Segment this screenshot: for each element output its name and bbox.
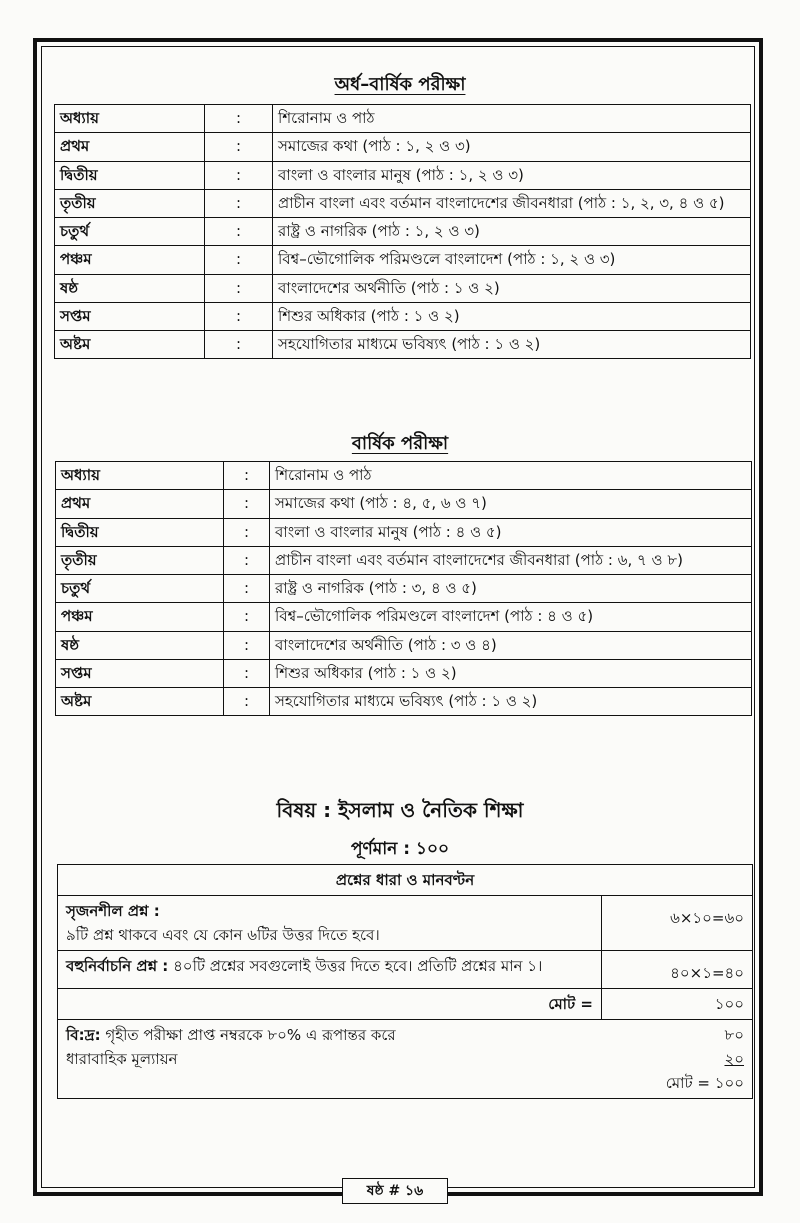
marks-table-header: প্রশ্নের ধারা ও মানবণ্টন (58, 865, 753, 896)
table-row (56, 603, 752, 631)
title-cell: সহযোগিতার মাধ্যমে ভবিষ্যৎ (পাঠ : ১ ও ২) (273, 331, 751, 359)
separator-cell: : (205, 105, 273, 133)
separator-cell: : (205, 189, 273, 217)
title-cell: শিরোনাম ও পাঠ (273, 105, 751, 133)
separator-cell: : (224, 659, 270, 687)
table-row (56, 575, 752, 603)
note-title: বি:দ্র: (66, 1026, 101, 1044)
chapter-cell: সপ্তম (56, 659, 224, 687)
separator-cell: : (205, 246, 273, 274)
table-header-row (56, 462, 752, 490)
note-value-2: ২০ (724, 1050, 744, 1068)
title-cell: বাংলা ও বাংলার মানুষ (পাঠ : ১, ২ ও ৩) (273, 161, 751, 189)
title-cell: বিশ্ব–ভৌগোলিক পরিমণ্ডলে বাংলাদেশ (পাঠ : ৪ ও ৫) (270, 603, 752, 631)
table-row (55, 133, 751, 161)
separator-cell: : (205, 218, 273, 246)
separator-cell: : (224, 490, 270, 518)
chapter-cell: ষষ্ঠ (55, 274, 205, 302)
separator-cell: : (205, 161, 273, 189)
total-row (58, 989, 753, 1020)
title-cell: বাংলা ও বাংলার মানুষ (পাঠ : ৪ ও ৫) (270, 518, 752, 546)
total-value: ১০০ (602, 989, 753, 1020)
mcq-title: বহুনির্বাচনি প্রশ্ন : (66, 957, 169, 975)
chapter-cell: চতুর্থ (55, 218, 205, 246)
separator-cell: : (205, 133, 273, 161)
separator-cell: : (224, 603, 270, 631)
chapter-cell: পঞ্চম (56, 603, 224, 631)
title-cell: রাষ্ট্র ও নাগরিক (পাঠ : ৩, ৪ ও ৫) (270, 575, 752, 603)
title-cell: বিশ্ব–ভৌগোলিক পরিমণ্ডলে বাংলাদেশ (পাঠ : ১, ২ ও ৩) (273, 246, 751, 274)
table-row (55, 331, 751, 359)
title-cell: সহযোগিতার মাধ্যমে ভবিষ্যৎ (পাঠ : ১ ও ২) (270, 688, 752, 716)
separator-cell: : (224, 688, 270, 716)
title-cell: প্রাচীন বাংলা এবং বর্তমান বাংলাদেশের জীবনধারা (পাঠ : ৬, ৭ ও ৮) (270, 546, 752, 574)
mcq-row (58, 951, 753, 989)
separator-cell: : (224, 518, 270, 546)
table-row (56, 546, 752, 574)
table-row (55, 302, 751, 330)
table-row (55, 274, 751, 302)
separator-cell: : (224, 631, 270, 659)
chapter-cell: পঞ্চম (55, 246, 205, 274)
creative-marks: ৬×১০=৬০ (602, 896, 753, 951)
chapter-cell: প্রথম (55, 133, 205, 161)
creative-cell (58, 896, 602, 951)
half-yearly-heading: অর্ধ–বার্ষিক পরীক্ষা (334, 74, 466, 95)
mcq-text: ৪০টি প্রশ্নের সবগুলোই উত্তর দিতে হবে। প্রতিটি প্রশ্নের মান ১। (173, 957, 543, 975)
note-text-2: ধারাবাহিক মূল্যায়ন (66, 1050, 178, 1068)
title-cell: শিশুর অধিকার (পাঠ : ১ ও ২) (273, 302, 751, 330)
note-cell (58, 1020, 753, 1099)
title-cell: সমাজের কথা (পাঠ : ১, ২ ও ৩) (273, 133, 751, 161)
table-row (55, 218, 751, 246)
half-yearly-table (54, 104, 751, 359)
table-row (56, 631, 752, 659)
note-line-2 (66, 1047, 744, 1071)
table-header-row (55, 105, 751, 133)
subject-title: বিষয় : ইসলাম ও নৈতিক শিক্ষা (276, 798, 524, 822)
separator-cell: : (205, 331, 273, 359)
separator-cell: : (205, 302, 273, 330)
table-row (56, 659, 752, 687)
note-line-1 (66, 1023, 744, 1047)
separator-cell: : (224, 462, 270, 490)
marks-distribution-table (57, 864, 753, 1099)
chapter-cell: চতুর্থ (56, 575, 224, 603)
yearly-table (55, 461, 752, 716)
chapter-cell: অধ্যায় (55, 105, 205, 133)
table-row (55, 161, 751, 189)
table-row (56, 688, 752, 716)
marks-header-row (58, 865, 753, 896)
mcq-cell (58, 951, 602, 989)
chapter-cell: অধ্যায় (56, 462, 224, 490)
table-row (56, 518, 752, 546)
table-row (55, 246, 751, 274)
chapter-cell: তৃতীয় (55, 189, 205, 217)
yearly-heading: বার্ষিক পরীক্ষা (351, 433, 449, 454)
creative-row (58, 896, 753, 951)
table-row (55, 189, 751, 217)
mcq-marks: ৪০×১=৪০ (602, 951, 753, 989)
chapter-cell: অষ্টম (56, 688, 224, 716)
title-cell: বাংলাদেশের অর্থনীতি (পাঠ : ১ ও ২) (273, 274, 751, 302)
title-cell: শিশুর অধিকার (পাঠ : ১ ও ২) (270, 659, 752, 687)
note-row (58, 1020, 753, 1099)
chapter-cell: প্রথম (56, 490, 224, 518)
table-row (56, 490, 752, 518)
total-label: মোট = (58, 989, 602, 1020)
chapter-cell: অষ্টম (55, 331, 205, 359)
chapter-cell: দ্বিতীয় (56, 518, 224, 546)
note-total: মোট = ১০০ (665, 1074, 744, 1092)
separator-cell: : (224, 575, 270, 603)
title-cell: প্রাচীন বাংলা এবং বর্তমান বাংলাদেশের জীবনধারা (পাঠ : ১, ২, ৩, ৪ ও ৫) (273, 189, 751, 217)
separator-cell: : (224, 546, 270, 574)
full-marks: পূর্ণমান : ১০০ (350, 839, 450, 859)
title-cell: শিরোনাম ও পাঠ (270, 462, 752, 490)
note-value-1: ৮০ (724, 1026, 744, 1044)
note-text-1: গৃহীত পরীক্ষা প্রাপ্ত নম্বরকে ৮০% এ রূপান্তর করে (105, 1026, 396, 1044)
chapter-cell: সপ্তম (55, 302, 205, 330)
creative-text: ৯টি প্রশ্ন থাকবে এবং যে কোন ৬টির উত্তর দিতে হবে। (66, 926, 380, 944)
separator-cell: : (205, 274, 273, 302)
chapter-cell: ষষ্ঠ (56, 631, 224, 659)
page-number: ষষ্ঠ # ১৬ (342, 1178, 448, 1204)
creative-title: সৃজনশীল প্রশ্ন : (66, 902, 160, 920)
title-cell: রাষ্ট্র ও নাগরিক (পাঠ : ১, ২ ও ৩) (273, 218, 751, 246)
chapter-cell: তৃতীয় (56, 546, 224, 574)
title-cell: সমাজের কথা (পাঠ : ৪, ৫, ৬ ও ৭) (270, 490, 752, 518)
chapter-cell: দ্বিতীয় (55, 161, 205, 189)
title-cell: বাংলাদেশের অর্থনীতি (পাঠ : ৩ ও ৪) (270, 631, 752, 659)
